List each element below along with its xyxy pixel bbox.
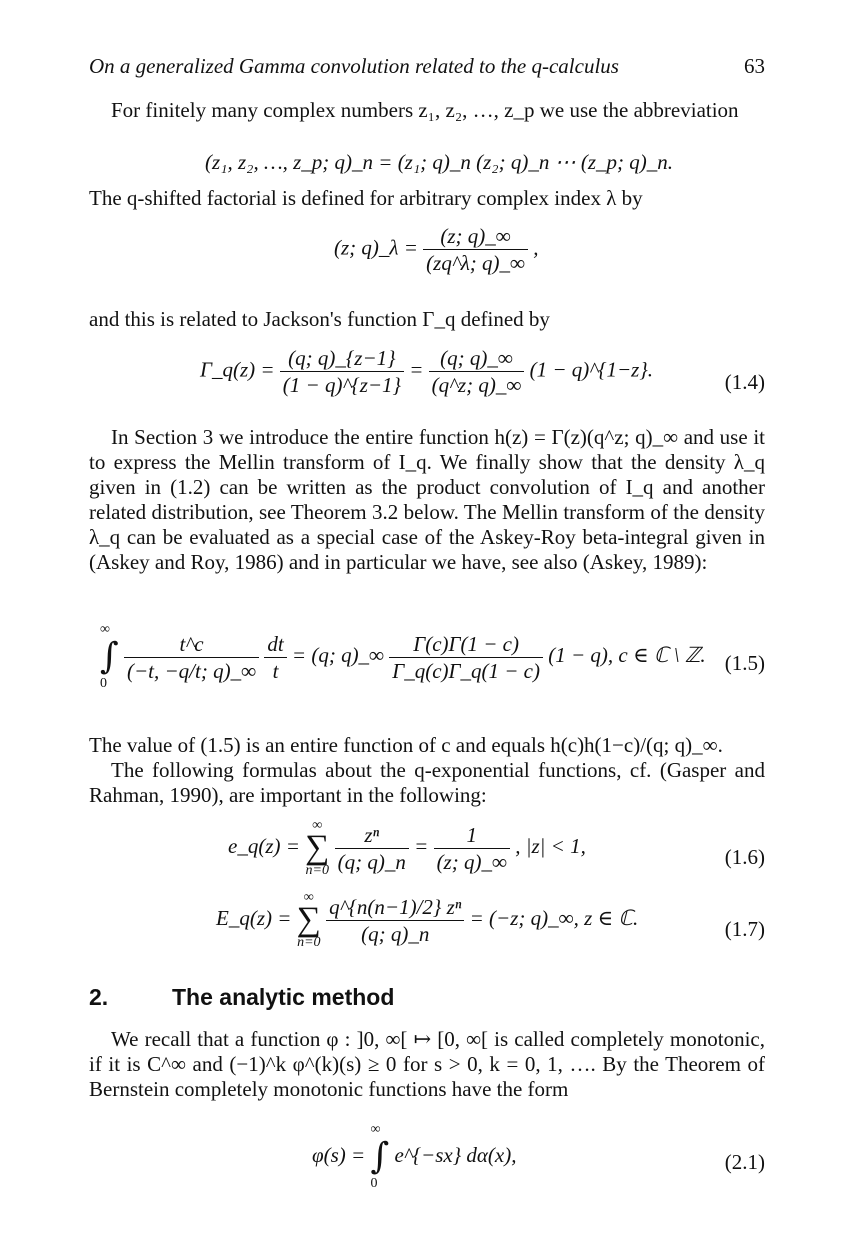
eq-16-denominator-a: (q; q)_n: [337, 849, 406, 874]
eq-16-numerator-a: zⁿ: [335, 823, 409, 849]
eq-17-lhs: E_q(z) =: [216, 905, 292, 930]
eq-14-tail: (1 − q)^{1−z}.: [529, 357, 653, 382]
eq-17-fraction: [326, 895, 464, 946]
equation-number-1-7: (1.7): [724, 917, 765, 941]
eq-21-lower-limit: 0: [370, 1176, 378, 1191]
eq-lambda-numerator: (z; q)_∞: [423, 224, 528, 250]
paragraph-q-exponentials: The following formulas about the q-exponential functions, cf. (Gasper and Rahman, 1990), are important in the following:: [89, 758, 765, 807]
eq-14-denominator-1: (1 − q)^{z−1}: [282, 373, 401, 397]
eq-15-upper-limit: ∞: [100, 622, 110, 637]
eq-14-numerator-1: (q; q)_{z−1}: [280, 346, 404, 372]
eq-16-fraction-a: [335, 823, 409, 874]
eq-15-fraction-a: [124, 632, 259, 683]
eq-15-numerator-a: t^c: [124, 632, 259, 658]
summation-sign-icon: ∑: [305, 829, 330, 866]
eq-14-denominator-2: (q^z; q)_∞: [431, 373, 522, 397]
section-number: 2.: [89, 984, 109, 1010]
eq-15-denominator-c: Γ_q(c)Γ_q(1 − c): [392, 658, 540, 683]
eq-15-numerator-b: dt: [264, 632, 286, 658]
paragraph-completely-monotonic: We recall that a function φ : ]0, ∞[ ↦ [0, ∞[ is called completely monotonic, if it is C^∞ and (−1)^k φ^(k)(s) ≥ 0 for s > 0, k = 0, 1, …. By the Theorem of Bernstein completely monotonic functions have the form: [89, 1027, 765, 1101]
integral-sign-icon: ∫: [370, 1136, 390, 1177]
eq-15-fraction-c: [389, 632, 543, 683]
equation-1-4: Γ_q(z) = $\frac{(q; q)\_\{z-1\}}{(1 - q)\^{}\{z-1\}}$ = $\frac{(q; q)\_\infty}{(q\^{}z; q)\_\infty}$ (1 − q)^{1−z}.: [200, 346, 653, 397]
eq-16-summation: [305, 818, 329, 878]
eq-15-lower-limit: 0: [100, 676, 107, 691]
integral-sign-icon: ∫: [100, 636, 119, 677]
equation-1-7: [216, 890, 638, 950]
equation-number-1-5: (1.5): [724, 651, 765, 675]
eq-16-sum-upper: ∞: [312, 818, 323, 833]
eq-lambda-lhs: (z; q)_λ =: [334, 235, 418, 260]
running-title: On a generalized Gamma convolution related to the q-calculus: [89, 54, 619, 78]
eq-lambda-fraction: [423, 224, 528, 275]
eq-15-denominator-b: t: [272, 658, 279, 683]
eq-14-fraction-2: [429, 346, 525, 397]
eq-15-integral: [100, 622, 119, 692]
eq-14-lhs: Γ_q(z) =: [200, 357, 275, 382]
equation-2-1: [312, 1122, 516, 1192]
eq-15-denominator-a: (−t, −q/t; q)_∞: [127, 658, 257, 683]
equation-number-1-4: (1.4): [724, 370, 765, 394]
paragraph-jackson: and this is related to Jackson's function Γ_q defined by: [89, 307, 550, 331]
eq-17-sum-lower: n=0: [297, 935, 321, 950]
paragraph-q-shifted-factorial: The q-shifted factorial is defined for arbitrary complex index λ by: [89, 186, 643, 210]
eq-16-numerator-b: 1: [434, 823, 510, 849]
eq-21-integral: [370, 1122, 389, 1192]
eq-16-tail: , |z| < 1,: [515, 833, 586, 858]
eq-17-denominator: (q; q)_n: [361, 921, 430, 946]
equation-1-6: e_q(z) = ∞ ∑ n=0 $\frac{\text{zⁿ}}{(q; q)\_n}$ = $\frac{1}{(z; q)\_\infty}$ , |z| < 1,: [228, 818, 586, 878]
eq-15-numerator-c: Γ(c)Γ(1 − c): [389, 632, 543, 658]
paragraph-abbreviation: For finitely many complex numbers z₁, z₂, …, z_p we use the abbreviation: [111, 98, 739, 122]
eq-17-sum-upper: ∞: [303, 890, 314, 905]
equation-q-shifted-lambda: (z; q)_λ = $\frac{(z; q)\_\infty}{(zq\^{}\lambda; q)\_\infty}$ ,: [334, 224, 539, 275]
equation-abbreviation: (z₁, z₂, …, z_p; q)_n = (z₁; q)_n (z₂; q)_n ⋯ (z_p; q)_n.: [205, 150, 673, 174]
eq-16-denominator-b: (z; q)_∞: [436, 849, 507, 874]
equation-number-2-1: (2.1): [724, 1150, 765, 1174]
page-number: 63: [744, 54, 765, 78]
eq-16-sum-lower: n=0: [305, 863, 329, 878]
paragraph-section-3-summary: In Section 3 we introduce the entire function h(z) = Γ(z)(q^z; q)_∞ and use it to express the Mellin transform of I_q. We finally show that the density λ_q given in (1.2) can be written as the product convolution of I_q and another related distribution, see Theorem 3.2 below. The Mellin transform of the density λ_q can be evaluated as a special case of the Askey-Roy beta-integral given in (Askey and Roy, 1986) and in particular we have, see also (Askey, 1989):: [89, 425, 765, 574]
eq-14-numerator-2: (q; q)_∞: [429, 346, 525, 372]
eq-lambda-denominator: (zq^λ; q)_∞: [426, 251, 525, 275]
paragraph-value-of-1-5: The value of (1.5) is an entire function of c and equals h(c)h(1−c)/(q; q)_∞.: [89, 733, 723, 757]
eq-21-integrand: e^{−sx} dα(x),: [394, 1142, 517, 1167]
eq-21-lhs: φ(s) =: [312, 1142, 366, 1167]
eq-17-summation: [297, 890, 321, 950]
eq-17-numerator: q^{n(n−1)/2} zⁿ: [326, 895, 464, 921]
eq-14-fraction-1: [280, 346, 404, 397]
eq-17-tail: = (−z; q)_∞, z ∈ ℂ.: [469, 905, 639, 930]
eq-16-fraction-b: [434, 823, 510, 874]
summation-sign-icon: ∑: [296, 901, 321, 938]
equation-1-5: [100, 622, 706, 692]
section-title: The analytic method: [172, 984, 395, 1010]
eq-15-fraction-b: [264, 632, 286, 683]
eq-16-lhs: e_q(z) =: [228, 833, 300, 858]
equation-number-1-6: (1.6): [724, 845, 765, 869]
eq-21-upper-limit: ∞: [370, 1122, 381, 1137]
eq-15-tail: (1 − q), c ∈ ℂ \ ℤ.: [548, 642, 706, 667]
eq-15-middle: = (q; q)_∞: [291, 642, 385, 667]
